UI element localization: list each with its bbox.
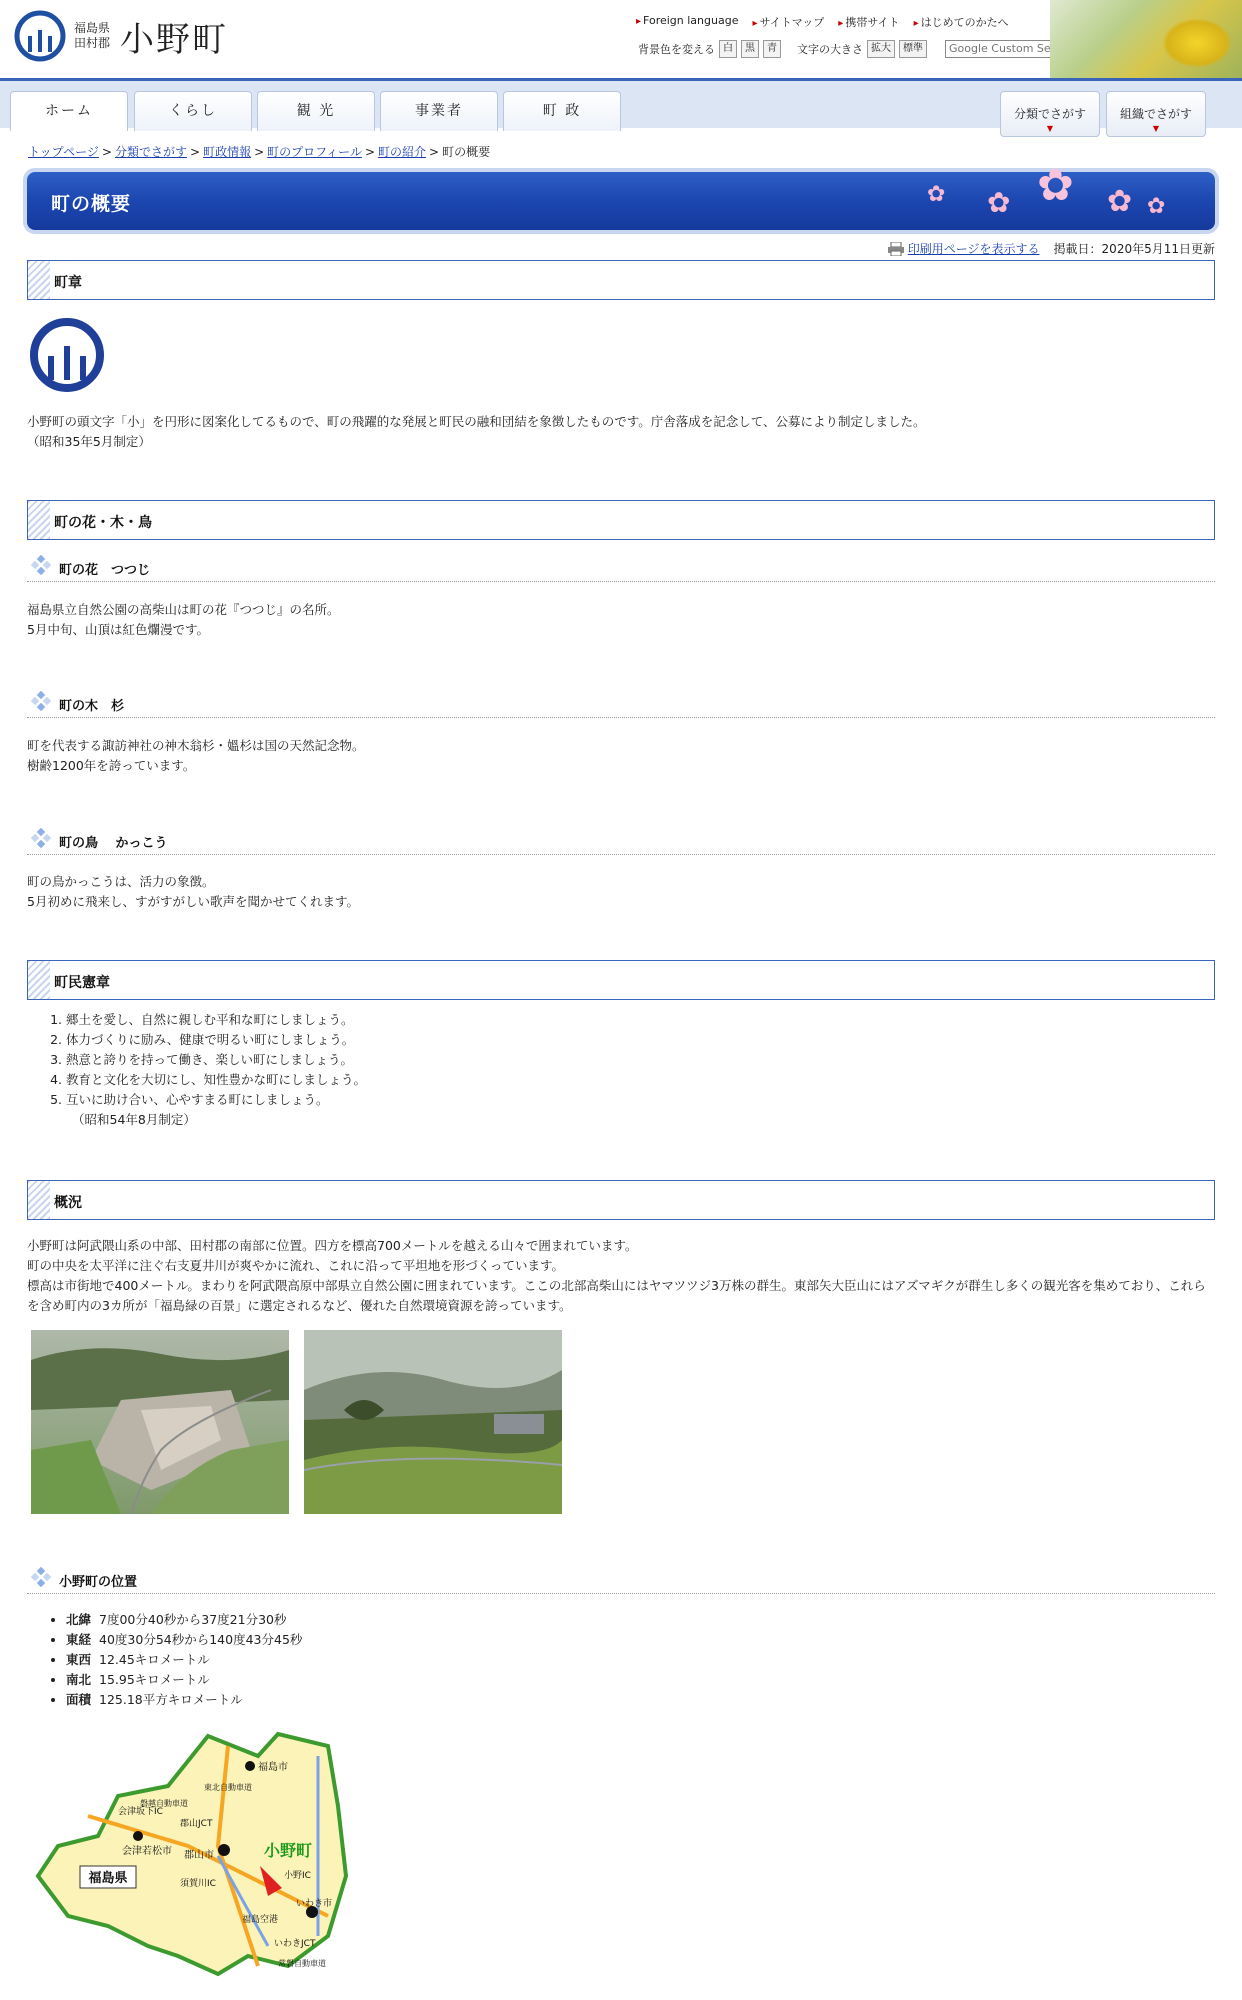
top-links <box>636 14 1009 30</box>
subheading-title: 町の木 杉 <box>59 699 125 714</box>
subheading-flower <box>27 554 1215 582</box>
breadcrumb-intro[interactable]: 町の紹介 <box>378 145 427 159</box>
site-logo[interactable] <box>14 10 228 62</box>
map-road-joban: 常磐自動車道 <box>278 1959 326 1968</box>
tab-home[interactable]: ホーム <box>10 91 128 131</box>
flower-line: 5月中旬、山頂は紅色爛漫です。 <box>27 622 209 637</box>
map-road-banetsu: 磐越自動車道 <box>140 1799 188 1808</box>
sitemap-link[interactable]: ▸ サイトマップ <box>752 14 824 30</box>
overview-text <box>27 1236 1215 1316</box>
bg-white-button[interactable]: 白 <box>719 40 737 58</box>
item-label: 東経 <box>66 1632 92 1647</box>
bird-line: 5月初めに飛来し、すがすがしい歌声を聞かせてくれます。 <box>27 894 359 909</box>
item-value: 40度30分54秒から140度43分45秒 <box>99 1632 303 1647</box>
map-city-iwaki: いわき市 <box>296 1899 333 1909</box>
print-link[interactable] <box>888 240 1040 257</box>
charter-date: （昭和54年8月制定） <box>72 1112 196 1127</box>
subheading-bird <box>27 827 1215 855</box>
overview-line: 標高は市街地で400メートル。まわりを阿武隈高原中部県立自然公園に囲まれています。ここの北部高柴山にはヤマツツジ3万株の群生。東部矢大臣山にはアズマギクが群生し多くの観光客を集めており、これらを含め町内の3カ所が「福島緑の百景」に選定されるなど、優れた自然環境資源を誇っています。 <box>27 1278 1206 1313</box>
sakura-icon: ✿ <box>927 182 946 207</box>
font-enlarge-button[interactable]: 拡大 <box>867 40 895 58</box>
map-koriyama-jct: 郡山JCT <box>180 1819 213 1829</box>
foreign-language-link[interactable]: ▸ Foreign language <box>636 14 738 30</box>
item-label: 北緯 <box>66 1612 92 1627</box>
town-emblem-icon <box>14 10 66 62</box>
global-nav <box>0 78 1242 133</box>
bg-blue-button[interactable]: 青 <box>763 40 781 58</box>
pref-name: 福島県 <box>74 21 111 35</box>
emblem-description <box>27 412 1215 452</box>
bg-color-label: 背景色を変える <box>638 42 715 56</box>
flower-line: 福島県立自然公園の高柴山は町の花『つつじ』の名所。 <box>27 602 340 617</box>
header <box>0 0 1242 80</box>
list-item <box>66 1650 302 1670</box>
tab-tourism[interactable]: 観 光 <box>257 91 375 131</box>
sakura-icon: ✿ <box>1147 194 1166 219</box>
published-date: 掲載日：2020年5月11日更新 <box>1053 242 1215 256</box>
item-value: 12.45キロメートル <box>99 1652 210 1667</box>
map-road-tohoku: 東北自動車道 <box>204 1783 252 1792</box>
tree-line: 町を代表する諏訪神社の神木翁杉・媼杉は国の天然記念物。 <box>27 738 365 753</box>
overview-line: 町の中央を太平洋に注ぐ右支夏井川が爽やかに流れ、これに沿って平坦地を形づくっています。 <box>27 1258 565 1273</box>
heading-mark <box>28 501 50 539</box>
subheading-title: 小野町の位置 <box>59 1575 138 1590</box>
town-emblem-image <box>28 316 106 394</box>
map-airport: 福島空港 <box>242 1915 279 1925</box>
list-item: 2. 体力づくりに励み、健康で明るい町にしましょう。 <box>66 1030 366 1050</box>
page-title-banner <box>27 160 1215 230</box>
overview-line: 小野町は阿武隈山系の中部、田村郡の南部に位置。四方を標高700メートルを越える山々で囲まれています。 <box>27 1238 638 1253</box>
section-heading-symbols <box>27 500 1215 540</box>
aerial-town-photo <box>31 1330 289 1514</box>
section-title: 概況 <box>54 1195 82 1211</box>
subheading-title: 町の花 つつじ <box>59 563 151 578</box>
breadcrumb: トップページ > 分類でさがす > 町政情報 > 町のプロフィール > 町の紹介 > 町の概要 <box>28 145 491 159</box>
district-name: 田村郡 <box>74 36 111 50</box>
printer-icon <box>888 242 904 256</box>
location-map <box>28 1726 348 1978</box>
charter-list <box>52 1010 366 1110</box>
map-city-fukushima: 福島市 <box>258 1762 288 1773</box>
item-value: 15.95キロメートル <box>99 1672 210 1687</box>
item-label: 面積 <box>66 1692 92 1707</box>
list-item <box>66 1610 302 1630</box>
breadcrumb-profile[interactable]: 町のプロフィール <box>267 145 362 159</box>
item-label: 東西 <box>66 1652 92 1667</box>
town-name: 小野町 <box>120 19 229 60</box>
map-town-label: 小野町 <box>264 1841 313 1860</box>
header-photo <box>1050 0 1242 78</box>
item-value: 7度00分40秒から37度21分30秒 <box>99 1612 287 1627</box>
flower-description <box>27 600 1215 640</box>
breadcrumb-town-info[interactable]: 町政情報 <box>203 145 252 159</box>
list-item: 1. 郷土を愛し、自然に親しむ平和な町にしましょう。 <box>66 1010 366 1030</box>
heading-mark <box>28 961 50 999</box>
page-meta <box>888 240 1215 257</box>
sakura-icon: ✿ <box>1107 184 1133 219</box>
heading-mark <box>28 1181 50 1219</box>
tree-description <box>27 736 1215 776</box>
section-heading-charter <box>27 960 1215 1000</box>
section-title: 町の花・木・鳥 <box>54 515 152 531</box>
find-by-category-button[interactable] <box>1000 91 1100 137</box>
triangle-down-icon: ▼ <box>1152 124 1160 133</box>
page-title: 町の概要 <box>51 193 132 215</box>
font-standard-button[interactable]: 標準 <box>899 40 927 58</box>
subheading-location <box>27 1566 1215 1594</box>
item-value: 125.18平方キロメートル <box>99 1692 243 1707</box>
subheading-title: 町の鳥 かっこう <box>59 836 168 851</box>
tree-line: 樹齢1200年を誇っています。 <box>27 758 196 773</box>
map-city-aizu: 会津若松市 <box>122 1846 172 1857</box>
find-by-org-button[interactable] <box>1106 91 1206 137</box>
font-size-label: 文字の大きさ <box>797 42 863 56</box>
triangle-down-icon: ▼ <box>1046 124 1054 133</box>
tab-business[interactable]: 事業者 <box>380 91 498 131</box>
map-aizubange-ic: 会津坂下IC <box>118 1807 163 1817</box>
subheading-tree <box>27 690 1215 718</box>
diamond-icon <box>31 555 51 575</box>
section-title: 町民憲章 <box>54 975 110 991</box>
bird-description <box>27 872 1215 912</box>
list-item <box>66 1690 302 1710</box>
breadcrumb-current: 町の概要 <box>442 145 491 159</box>
tab-life[interactable]: くらし <box>134 91 252 131</box>
diamond-icon <box>31 1567 51 1587</box>
breadcrumb-top[interactable]: トップページ <box>28 145 99 159</box>
section-heading-emblem <box>27 260 1215 300</box>
map-pref-label: 福島県 <box>88 1871 128 1886</box>
list-item <box>66 1670 302 1690</box>
heading-mark <box>28 261 50 299</box>
bird-line: 町の鳥かっこうは、活力の象徴。 <box>27 874 215 889</box>
print-link-label[interactable]: 印刷用ページを表示する <box>907 242 1040 256</box>
item-label: 南北 <box>66 1672 92 1687</box>
tab-town-admin[interactable]: 町 政 <box>503 91 621 131</box>
section-heading-overview <box>27 1180 1215 1220</box>
list-item: 3. 熱意と誇りを持って働き、楽しい町にしましょう。 <box>66 1050 366 1070</box>
diamond-icon <box>31 828 51 848</box>
mobile-site-link[interactable]: ▸ 携帯サイト <box>838 14 899 30</box>
section-title: 町章 <box>54 275 82 291</box>
location-list <box>52 1610 302 1710</box>
accessibility-tools <box>638 38 1117 59</box>
sakura-icon: ✿ <box>1037 160 1074 211</box>
countryside-photo <box>304 1330 562 1514</box>
map-ono-ic: 小野IC <box>284 1871 311 1881</box>
map-iwaki-jct: いわきJCT <box>274 1939 316 1949</box>
bg-black-button[interactable]: 黒 <box>741 40 759 58</box>
breadcrumb-category[interactable]: 分類でさがす <box>114 145 187 159</box>
first-time-link[interactable]: ▸ はじめてのかたへ <box>914 14 1009 30</box>
emblem-date: （昭和35年5月制定） <box>27 434 151 449</box>
diamond-icon <box>31 691 51 711</box>
find-by-org-label: 組織でさがす <box>1119 107 1192 121</box>
list-item <box>66 1630 302 1650</box>
map-sukagawa-ic: 須賀川IC <box>180 1879 216 1889</box>
sakura-icon: ✿ <box>987 186 1011 219</box>
list-item: 5. 互いに助け合い、心やすまる町にしましょう。 <box>66 1090 366 1110</box>
find-by-category-label: 分類でさがす <box>1013 107 1086 121</box>
list-item: 4. 教育と文化を大切にし、知性豊かな町にしましょう。 <box>66 1070 366 1090</box>
map-city-koriyama: 郡山市 <box>184 1850 214 1861</box>
emblem-desc-text: 小野町の頭文字「小」を円形に図案化してるもので、町の飛躍的な発展と町民の融和団結を象徴したものです。庁舎落成を記念して、公募により制定しました。 <box>27 414 926 429</box>
